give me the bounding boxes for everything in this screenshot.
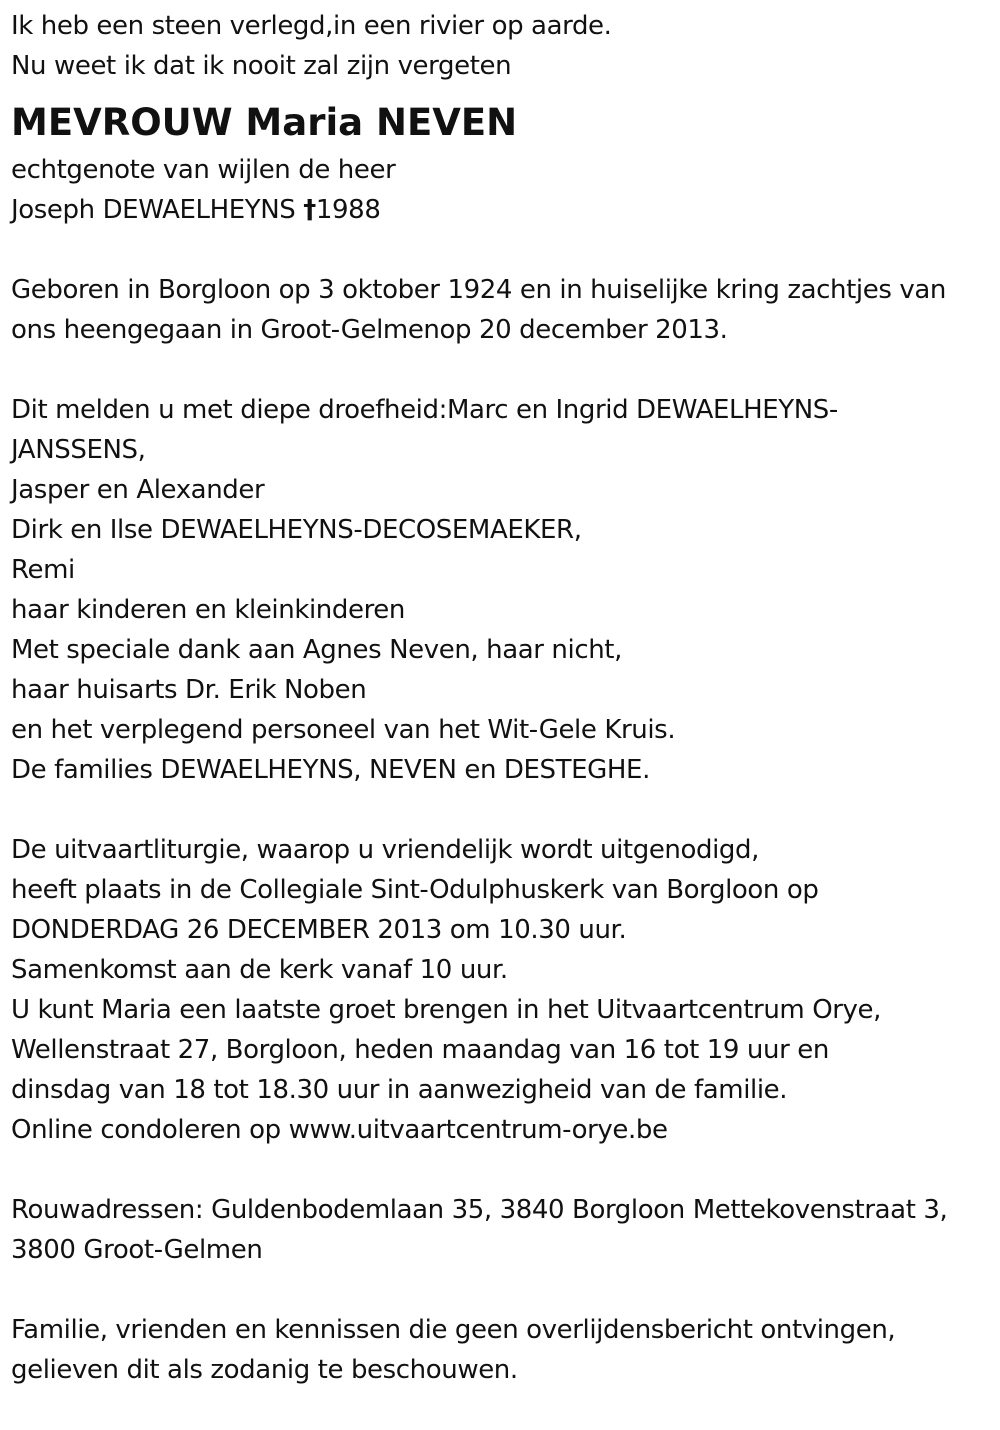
spouse-death-year: 1988 <box>315 195 381 225</box>
spouse-name: Joseph DEWAELHEYNS <box>11 195 304 225</box>
closing-section <box>11 1310 996 1390</box>
family-line: Dirk en Ilse DEWAELHEYNS-DECOSEMAEKER, <box>11 515 582 545</box>
family-line: en het verplegend personeel van het Wit-Gele Kruis. <box>11 715 676 745</box>
funeral-section <box>11 830 996 1150</box>
death-notice <box>11 6 996 1390</box>
family-line: Dit melden u met diepe droefheid:Marc en Ingrid DEWAELHEYNS- <box>11 395 838 425</box>
funeral-line: heeft plaats in de Collegiale Sint-Odulphuskerk van Borgloon op <box>11 875 819 905</box>
funeral-line: Wellenstraat 27, Borgloon, heden maandag van 16 tot 19 uur en <box>11 1035 829 1065</box>
closing-line-2: gelieven dit als zodanig te beschouwen. <box>11 1355 518 1385</box>
spacer <box>11 790 996 830</box>
spouse-intro: echtgenote van wijlen de heer <box>11 155 396 185</box>
family-line: Remi <box>11 555 75 585</box>
spacer <box>11 1270 996 1310</box>
spacer <box>11 350 996 390</box>
family-section <box>11 390 996 790</box>
verse-line-2: Nu weet ik dat ik nooit zal zijn vergeten <box>11 51 512 81</box>
cross-icon: † <box>303 195 316 225</box>
deceased-section <box>11 103 996 230</box>
spacer <box>11 1150 996 1190</box>
family-line: De families DEWAELHEYNS, NEVEN en DESTEGHE. <box>11 755 650 785</box>
family-line: haar huisarts Dr. Erik Noben <box>11 675 367 705</box>
funeral-line: DONDERDAG 26 DECEMBER 2013 om 10.30 uur. <box>11 915 627 945</box>
spacer <box>11 230 996 270</box>
closing-line-1: Familie, vrienden en kennissen die geen overlijdensbericht ontvingen, <box>11 1315 896 1345</box>
birth-death-line-1: Geboren in Borgloon op 3 oktober 1924 en in huiselijke kring zachtjes van <box>11 275 946 305</box>
funeral-line: U kunt Maria een laatste groet brengen in het Uitvaartcentrum Orye, <box>11 995 881 1025</box>
verse-section <box>11 6 996 86</box>
funeral-line: Samenkomst aan de kerk vanaf 10 uur. <box>11 955 508 985</box>
verse-line-1: Ik heb een steen verlegd,in een rivier op aarde. <box>11 11 612 41</box>
deceased-name-title: MEVROUW Maria NEVEN <box>11 101 518 144</box>
addresses-line-1: Rouwadressen: Guldenbodemlaan 35, 3840 Borgloon Mettekovenstraat 3, <box>11 1195 948 1225</box>
family-line: haar kinderen en kleinkinderen <box>11 595 405 625</box>
addresses-line-2: 3800 Groot-Gelmen <box>11 1235 263 1265</box>
birth-death-section <box>11 270 996 350</box>
birth-death-line-2: ons heengegaan in Groot-Gelmenop 20 december 2013. <box>11 315 728 345</box>
family-line: JANSSENS, <box>11 435 146 465</box>
family-line: Met speciale dank aan Agnes Neven, haar nicht, <box>11 635 622 665</box>
addresses-section <box>11 1190 996 1270</box>
family-line: Jasper en Alexander <box>11 475 265 505</box>
funeral-line: De uitvaartliturgie, waarop u vriendelijk wordt uitgenodigd, <box>11 835 760 865</box>
funeral-line: dinsdag van 18 tot 18.30 uur in aanwezigheid van de familie. <box>11 1075 788 1105</box>
spouse-line <box>11 190 996 230</box>
funeral-line: Online condoleren op www.uitvaartcentrum-orye.be <box>11 1115 668 1145</box>
